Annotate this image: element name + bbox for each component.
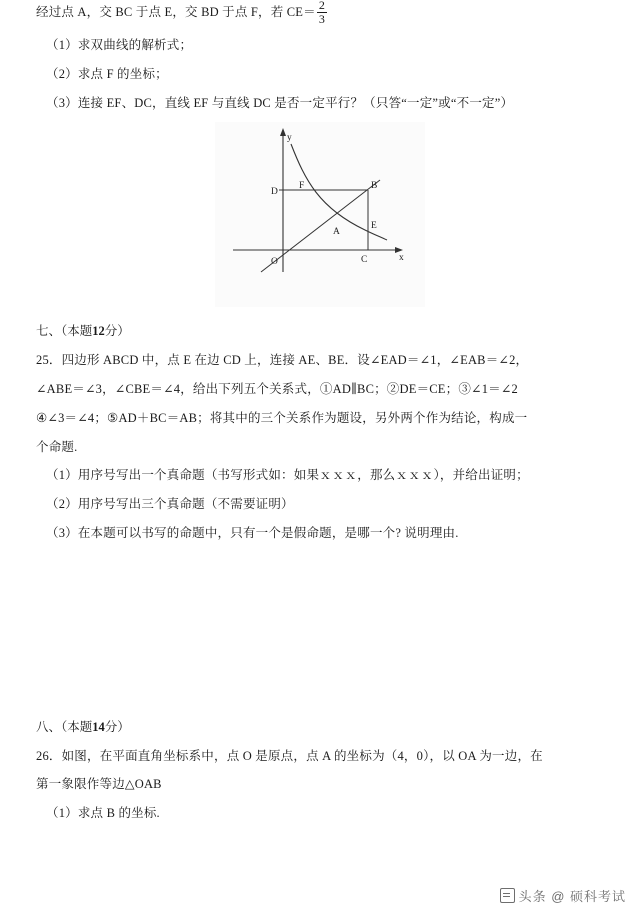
toutiao-icon [500,888,515,903]
section-seven-label: 七、（本题 [36,324,93,339]
svg-text:A: A [333,227,340,238]
question-25-sub-2: （2）用序号写出三个真命题（不需要证明） [46,497,294,512]
question-25-line-4: 个命题. [36,439,78,454]
section-eight-label-end: 分） [104,719,130,734]
question-25-line-1 [0,351,640,370]
question-25-line-3: ④∠3＝∠4；⑤AD＋BC＝AB；将其中的三个关系作为题设，另外两个作为结论，构成一 [36,410,528,425]
question-24-stem [0,0,640,26]
question-25-block [0,351,640,542]
question-25-body-1: 四边形 ABCD 中，点 E 在边 CD 上，连接 AE、BE．设∠EAD＝∠1，∠EAB＝∠2， [61,353,529,368]
figure-container [0,122,640,307]
section-seven-score: 12 [92,324,105,339]
section-seven-heading [0,321,640,339]
question-26-line-2: 第一象限作等边△OAB [36,777,162,792]
svg-text:y: y [287,133,292,144]
svg-text:B: B [371,181,378,192]
question-25-line-2: ∠ABE＝∠3，∠CBE＝∠4，给出下列五个关系式，①AD∥BC；②DE＝CE；③∠1＝∠2 [36,382,518,397]
answer-space [0,553,640,703]
question-26-number: 26． [36,748,62,763]
svg-text:D: D [271,187,278,198]
question-26-line-1 [0,747,640,766]
question-26-sub-1: （1）求点 B 的坐标. [46,806,160,821]
fraction-numerator: 2 [318,0,326,12]
section-eight-label: 八、（本题 [36,719,93,734]
question-25-number: 25． [36,353,62,368]
section-eight-heading [0,717,640,735]
section-eight-score: 14 [92,719,105,734]
watermark [500,886,626,905]
svg-text:F: F [299,181,305,192]
svg-text:x: x [399,253,404,264]
section-seven-label-end: 分） [104,324,130,339]
svg-text:C: C [361,255,368,266]
svg-text:O: O [271,257,278,268]
watermark-text: 头条 @ 硕科考试 [518,889,626,904]
question-24-sub-2: （2）求点 F 的坐标； [46,66,168,81]
svg-text:E: E [371,221,377,232]
fraction-two-thirds [317,0,327,25]
question-26-block [0,747,640,823]
question-25-sub-3: （3）在本题可以书写的命题中，只有一个是假命题，是哪一个? 说明理由. [46,525,459,540]
question-24-stem-text: 经过点 A，交 BC 于点 E，交 BD 于点 F，若 CE＝ [36,4,316,19]
figure-svg [215,122,425,307]
question-24-sub-1: （1）求双曲线的解析式； [46,38,193,53]
fraction-denominator: 3 [318,11,326,26]
question-25-sub-1: （1）用序号写出一个真命题（书写形式如：如果ｘｘｘ，那么ｘｘｘ），并给出证明； [46,468,529,483]
question-26-body-1: 如图，在平面直角坐标系中，点 O 是原点，点 A 的坐标为（4，0），以 OA 为一边，在 [61,748,543,763]
question-24-sub-3: （3）连接 EF、DC，直线 EF 与直线 DC 是否一定平行？（只答“一定”或“不一定”） [46,95,514,110]
hyperbola-coordinate-figure [215,122,425,307]
